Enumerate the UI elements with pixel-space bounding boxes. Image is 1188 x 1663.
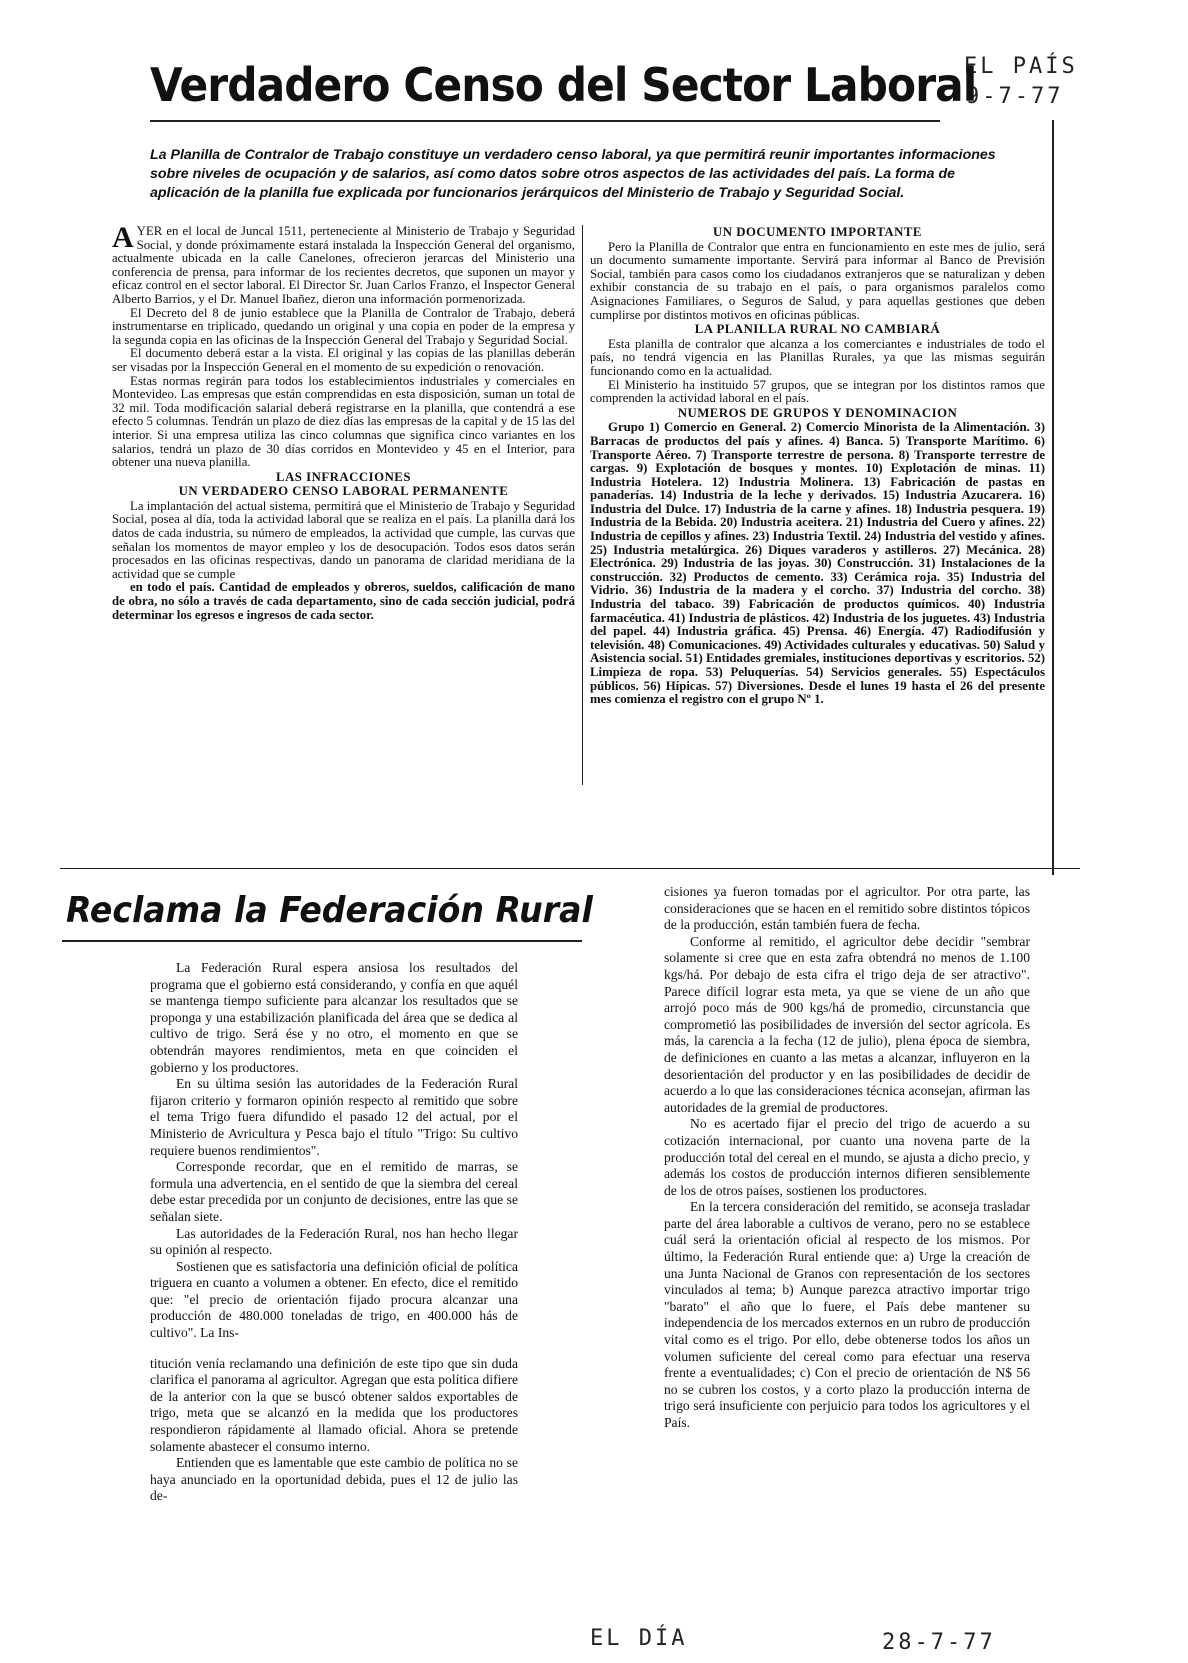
headline-underline — [150, 120, 940, 122]
article2-col1-p5: Sostienen que es satisfactoria una definición oficial de política triguera en cuanto a volumen a obtener. En efecto, dice el remitido que: "el precio de orientación fijado procura alcanzar una producción de 480.000 toneladas de trigo, en 400.000 hás de cultivo". La Ins- — [150, 1258, 518, 1341]
article2-column-1 — [150, 960, 518, 1505]
article2-col2-p4: En la tercera consideración del remitido, se aconseja trasladar parte del área laborable a cultivos de verano, pero no se establece cuál será la orientación oficial al respecto de los mismos. Por último, la Federación Rural entiende que: a) Urge la creación de una Junta Nacional de Granos con representación de los sectores vinculados al tema; b) Aunque parezca atractivo importar trigo "barato" el año que lo fuere, el País debe mantener su independencia de los mercados externos en un rubro de producción vital como es el trigo. Por ello, debe obtenerse todos los años un volumen suficiente del cereal como para efectuar una reserva frente a eventualidades; c) Con el precio de orientación de N$ 56 no se cubren los costos, y a corto plazo la producción interna de trigo será insuficiente con perjuicio para todos los agricultores y el País. — [664, 1199, 1030, 1430]
article2-headline-underline — [62, 940, 582, 942]
article1-col1-p2: El Decreto del 8 de junio establece que la Planilla de Contralor de Trabajo, deberá instrumentarse en triplicado, quedando un original y una copia en poder de la empresa y la segunda copia en las oficinas de la Inspección General del Trabajo y Seguridad Social. — [112, 305, 575, 347]
article1-lead: La Planilla de Contralor de Trabajo constituye un verdadero censo laboral, ya que permitirá reunir importantes informaciones sobre niveles de ocupación y de salarios, así como datos sobre otros aspectos de las actividades del país. La forma de aplicación de la planilla fue explicada por funcionarios jerárquicos del Ministerio de Trabajo y Seguridad Social. — [150, 147, 996, 201]
article2-col1-p2: En su última sesión las autoridades de la Federación Rural fijaron criterio y formaron opinión respecto al remitido que sobre el tema Trigo fuera difundido el pasado 12 del actual, por el Ministerio de Avricultura y Pesca bajo el título "Trigo: Su cultivo requiere buenos rendimientos". — [150, 1076, 518, 1158]
subhead-censo: UN VERDADERO CENSO LABORAL PERMANENTE — [178, 484, 509, 499]
article2-col1-p7: Entienden que es lamentable que este cambio de política no se haya anunciado en la oportunidad debida, pues el 12 de julio las de- — [150, 1455, 518, 1504]
column-divider — [582, 225, 583, 785]
article1-right-border — [1052, 120, 1054, 875]
article2-col2-p2: Conforme al remitido, el agricultor debe decidir "sembrar solamente si cree que en esta zafra obtendrá no menos de 1.100 kgs/há. Por debajo de esta cifra el trigo deja de ser atractivo". Parece difícil lograr esta meta, ya que se viene de un año que arrojó poco más de 900 kgs/há de promedio, circunstancia que comprometió las posibilidades de inversión del sector agrícola. Es más, la carencia a la fecha (12 de julio), plena época de siembra, de definiciones en cuanto a las metas a alcanzar, influyeron en la desorientación del productor y en las posibilidades de decidir de acuerdo a lo que las consideraciones técnica aconsejan, afirman las autoridades de la gremial de productores. — [664, 933, 1030, 1115]
article-separator — [60, 868, 1080, 869]
article1-col2-p1: Pero la Planilla de Contralor que entra en funcionamiento en este mes de julio, será un documento sumamente importante. Servirá para informar al Banco de Previsión Social, también para casos como los ciudadanos extranjeros que se naturalizan y deben exhibir constancia de su trabajo en el país, o para organismos paralelos como Asignaciones Familiares, o Seguros de Salud, y para aquellas gestiones que deben cumplirse por distintos motivos en oficinas públicas. — [590, 239, 1045, 322]
article2-headline: Reclama la Federación Rural — [66, 890, 593, 931]
subhead-documento: UN DOCUMENTO IMPORTANTE — [713, 225, 922, 239]
subhead-planilla-rural: LA PLANILLA RURAL NO CAMBIARÁ — [694, 322, 941, 337]
date-annotation-bottom: 28-7-77 — [882, 1630, 996, 1655]
article2-col1-p4: Las autoridades de la Federación Rural, nos han hecho llegar su opinión al respecto. — [150, 1225, 518, 1258]
article2-col1-p1: La Federación Rural espera ansiosa los resultados del programa que el gobierno está considerando, y confía en que aquél se mantenga tiempo suficiente para alcanzar los resultados que se proponga y una estabilización planificada del área que se dedica al cultivo de trigo. Será ése y no otro, el momento en que se obtendrán mayores rendimientos, meta en que coinciden el gobierno y los productores. — [150, 960, 518, 1075]
source-annotation-top: EL PAÍS — [964, 54, 1078, 79]
article1-headline: Verdadero Censo del Sector Laboral — [150, 58, 977, 112]
subhead-infracciones: LAS INFRACCIONES — [276, 469, 411, 484]
article1-col1-p4: Estas normas regirán para todos los establecimientos industriales y comerciales en Montevideo. Las empresas que están comprendidas en esta disposición, suman un total de 32 mil. Toda modificación salarial deberá registrarse en la planilla, que contendrá a ese efecto 5 columnas. Tendrán un plazo de diez días las empresas de la capital y de 15 las del interior. Si una empresa utiliza las cinco columnas que significa cinco variantes en los salarios, tendrá un plazo de 30 días corridos en Montevideo y 45 en el Interior, para obtener una nueva planilla. — [112, 373, 575, 470]
article1-col1-p1: YER en el local de Juncal 1511, perteneciente al Ministerio de Trabajo y Seguridad Social, y donde próximamente estará instalada la Inspección General del organismo, actualmente ubicada en la calle Canelones, ofrecieron jerarcas del Ministerio una conferencia de prensa, para informar de los recientes decretos, que suponen un mayor y eficaz control en el sector laboral. El Director Sr. Juan Carlos Franzo, el Inspector General Alberto Barrios, y el Dr. Manuel Ibañez, dieron una información pormenorizada. — [112, 224, 575, 306]
source-annotation-bottom: EL DÍA — [590, 1626, 688, 1651]
article1-col2-p3: El Ministerio ha instituido 57 grupos, que se integran por los distintos ramos que comprenden la actividad laboral en el país. — [590, 377, 1045, 406]
article2-col2-p1: cisiones ya fueron tomadas por el agricultor. Por otra parte, las consideraciones que se hacen en el remitido sobre distintos tópicos de la producción, están también fuera de fecha. — [664, 884, 1030, 933]
article2-col1-p3: Corresponde recordar, que en el remitido de marras, se formula una advertencia, en el sentido de que la siembra del cereal debe estar precedida por un conjunto de decisiones, entre las que se señalan siete. — [150, 1159, 518, 1224]
article2-column-2 — [664, 884, 1030, 1432]
article1-col1-p3: El documento deberá estar a la vista. El original y las copias de las planillas deberán ser visadas por la Inspección General en el momento de su expedición o renovación. — [112, 346, 575, 374]
article1-col2-p2: Esta planilla de contralor que alcanza a los comerciantes e industriales de todo el país, no tendrá vigencia en las Planillas Rurales, ya que las mismas seguirán funcionando como en la actualidad. — [590, 336, 1045, 378]
article1-col2-p4: Grupo 1) Comercio en General. 2) Comercio Minorista de la Alimentación. 3) Barracas de productos del país y afines. 4) Banca. 5) Transporte Marítimo. 6) Transporte Aéreo. 7) Transporte terrestre de persona. 8) Transporte terrestre de cargas. 9) Explotación de bosques y montes. 10) Explotación de minas. 11) Industria Hotelera. 12) Industria Molinera. 13) Fabricación de pastas en panaderías. 14) Industria de la leche y derivados. 15) Industria Azucarera. 16) Industria del Dulce. 17) Industria de la carne y afines. 18) Industria pesquera. 19) Industria de la Bebida. 20) Industria aceitera. 21) Industria del Cuero y afines. 22) Industria de cepillos y afines. 23) Industria Textil. 24) Industria del vestido y afines. 25) Industria metalúrgica. 26) Diques varaderos y astilleros. 27) Mecánica. 28) Electrónica. 29) Industria de las joyas. 30) Construcción. 31) Instalaciones de la construcción. 32) Productos de cemento. 33) Cerámica roja. 35) Industria del Vidrio. 36) Industria de la madera y el corcho. 37) Industria del corcho. 38) Industria del tabaco. 39) Fabricación de productos químicos. 40) Industria farmacéutica. 41) Industria de plásticos. 42) Industria de los juguetes. 43) Industria del papel. 44) Industria gráfica. 45) Prensa. 46) Energía. 47) Radiodifusión y televisión. 48) Comunicaciones. 49) Actividades culturales y educativas. 50) Salud y Asistencia social. 51) Entidades gremiales, instituciones deportivas y escritorios. 52) Limpieza de ropa. 53) Peluquerías. 54) Servicios generales. 55) Espectáculos públicos. 56) Hípicas. 57) Diversiones. Desde el lunes 19 hasta el 26 del presente mes comienza el registro con el grupo Nº 1. — [590, 420, 1045, 707]
article1-col1-p5: La implantación del actual sistema, permitirá que el Ministerio de Trabajo y Seguridad Social, posea al día, toda la actividad laboral que se realiza en el país. La planilla dará los datos de cada industria, su número de empleados, la actividad que cumple, las curvas que señalan los momentos de mayor empleo y los de desocupación. Todos esos datos serán procesados en las oficinas respectivas, dando un panorama de claridad meridiana de la actividad que se cumple — [112, 498, 575, 581]
date-annotation-top: 9-7-77 — [966, 84, 1064, 109]
article1-col1-p6: en todo el país. Cantidad de empleados y obreros, sueldos, calificación de mano de obra, no sólo a través de cada departamento, sino de cada sección judicial, podrá determinar los egresos e ingresos de cada sector. — [112, 580, 575, 622]
subhead-grupos: NUMEROS DE GRUPOS Y DENOMINACION — [677, 405, 958, 420]
article1-column-1 — [112, 221, 575, 622]
article2-col1-p6: titución venía reclamando una definición de este tipo que sin duda clarifica el panorama al agricultor. Agregan que esta política difiere de la anterior con la que se buscó obtener saldos exportables de trigo, meta que se alcanzó en la medida que los productores respondieron rápidamente al llamado oficial. Ahora se pretende solamente abastecer el consumo interno. — [150, 1355, 518, 1454]
dropcap: A — [112, 221, 134, 254]
article1-column-2 — [590, 225, 1045, 707]
article2-col2-p3: No es acertado fijar el precio del trigo de acuerdo a su cotización internacional, por cuanto una novena parte de la producción total del cereal en el mundo, se ajusta a dicho precio, y además los costos de producción internos difieren sensiblemente de los de otros países, sostienen los productores. — [664, 1116, 1030, 1198]
